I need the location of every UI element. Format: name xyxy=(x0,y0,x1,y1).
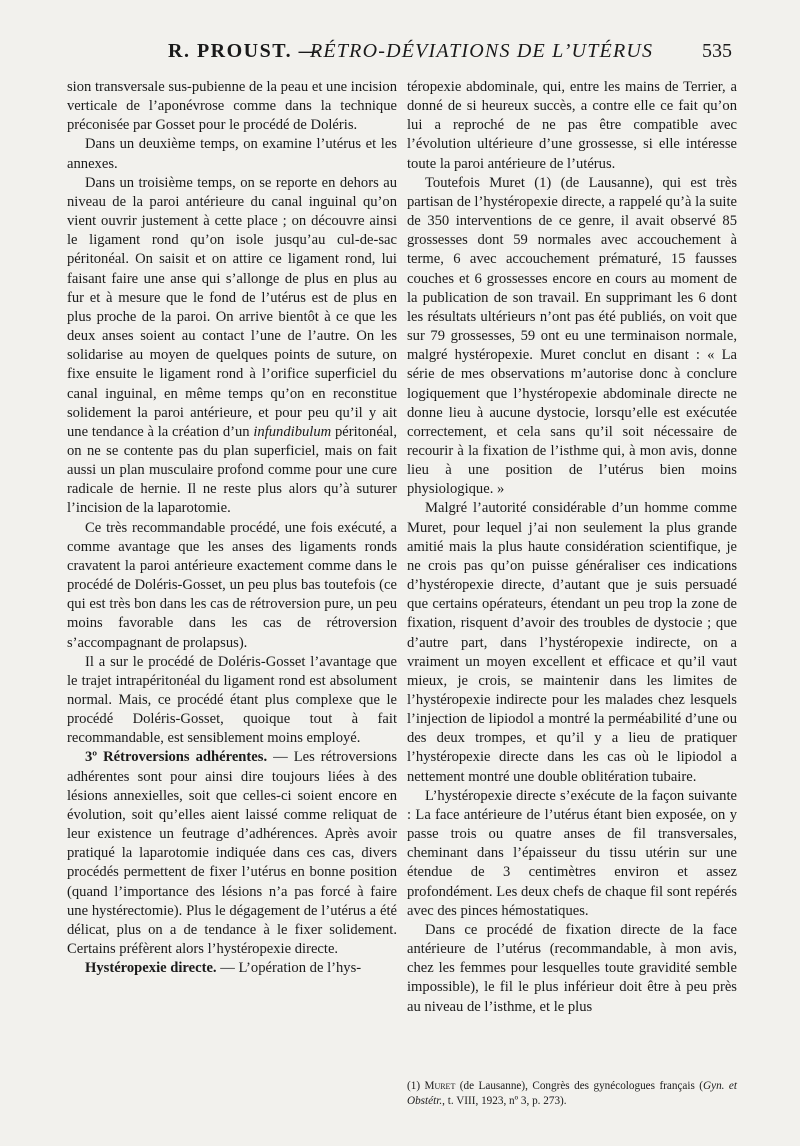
paragraph-muret: Toutefois Muret (1) (de Lausanne), qui est très partisan de l’hystéropexie directe, a rappelé qu’à la suite de 350 interventions de ce genre, il avait observé 85 grossesses dont 59 normales avec accouchement à terme, 6 avec accouchement prématuré, 15 fausses couches et 6 grossesses encore en cours au moment de la publication de son travail. En supprimant les 6 dont les résultats ultérieurs n’ont pas été publiés, on voit que sur 79 grossesses, 59 ont eu une terminaison normale, malgré hystéropexie. Muret conclut en disant : « La série de mes observations m’autorise donc à conclure logiquement que l’hystéropexie abdominale directe ne donne lieu à aucune dystocie, lorsqu’elle est exécutée correctement, et cela sans qu’il soit nécessaire de recourir à la fixation de l’isthme qui, à mon avis, donne lieu à une position de l’utérus bien moins physiologique. » xyxy=(407,174,737,498)
running-header xyxy=(0,40,800,70)
footnote-marker: (1) xyxy=(407,1080,421,1092)
footnote xyxy=(407,1079,737,1109)
header-title: RÉTRO-DÉVIATIONS DE L’UTÉRUS xyxy=(310,40,654,62)
footnote-text: (de Lausanne), Congrès des gynécologues français ( xyxy=(459,1080,704,1092)
right-column xyxy=(407,78,737,1017)
text-run: Dans un troisième temps, on se reporte en dehors au niveau de la paroi antérieure du canal inguinal qu’on vient ouvrir justement à cette place ; on découvre ainsi le ligament rond qu’on isole jusqu’au cul-de-sac péritonéal. On saisit et on attire ce ligament rond, lui faisant faire une anse qui s’allonge de plus en plus au fur et à mesure que le fond de l’utérus est de plus en plus proche de la paroi. On arrive bientôt à ce que les deux anses soient au contact l’une de l’autre. On les solidarise au moyen de quelques points de suture, on fixe ensuite le ligament rond à l’orifice superficiel du canal inguinal, en même temps qu’on en reconstitue solidement la paroi antérieure, et pour peu qu’il y ait une tendance à la création d’un xyxy=(67,174,397,440)
header-author: R. PROUST. — xyxy=(168,40,321,62)
section-heading: 3º Rétroversions adhérentes. xyxy=(85,749,268,766)
footnote-text: , t. VIII, 1923, nº 3, p. 273). xyxy=(442,1095,567,1107)
paragraph-technique: L’hystéropexie directe s’exécute de la façon suivante : La face antérieure de l’utérus étant bien exposée, on y passe trois ou quatre anses de fil transversales, cheminant dans l’épaisseur du tissu utérin sur une étendue de 3 centimètres environ et assez profondément. Les deux chefs de chaque fil sont repérés avec des pinces hémostatiques. xyxy=(407,787,737,919)
paragraph-advantages: Ce très recommandable procédé, une fois exécuté, a comme avantage que les anses des ligaments ronds cravatent la paroi antérieure exactement comme dans le procédé de Doléris-Gosset, un peu plus bas toutefois (ce qui est très bon dans les cas de rétroversion pure, un peu moins favorable dans les cas de rétroversion s’accompagnant de prolapsus). xyxy=(67,519,397,651)
text-run: — L’opération de l’hys- xyxy=(220,960,362,977)
paragraph-continuation: sion transversale sus-pubienne de la peau et une incision verticale de l’aponévrose comme dans la technique préconisée par Gosset pour le procédé de Doléris. xyxy=(67,79,397,134)
text-run: péritonéal, on ne se contente pas du plan superficiel, mais on fait aussi un plan musculaire profond comme pour une cure radicale de hernie. Il ne reste plus alors qu’à suturer l’incision de la laparotomie. xyxy=(67,423,397,517)
paragraph-fixation: Dans ce procédé de fixation directe de la face antérieure de l’utérus (recommandable, à mon avis, chez les femmes pour lesquelles toute gravidité semble impossible), le fil le plus inférieur doit être à peu près au niveau de l’isthme, et le plus xyxy=(407,921,737,1015)
paragraph-comparison: Il a sur le procédé de Doléris-Gosset l’avantage que le trajet intrapéritonéal du ligament rond est absolument normal. Mais, ce procédé étant plus complexe que le procédé Doléris-Gosset, quoique tout à fait recommandable, est sensiblement moins employé. xyxy=(67,653,397,747)
paragraph-continuation: téropexie abdominale, qui, entre les mains de Terrier, a donné de si heureux succès, a contre elle ce fait qu’on lui a reproché de ne pas être compatible avec l’évolution ultérieure d’une grossesse, si elle intéresse toute la paroi antérieure de l’utérus. xyxy=(407,79,737,172)
paragraph-direct-hysteropexy xyxy=(67,959,397,978)
section-heading: Hystéropexie directe. xyxy=(85,960,217,977)
paragraph-adherent-retroversions xyxy=(67,748,397,959)
paragraph-author-opinion: Malgré l’autorité considérable d’un homme comme Muret, pour lequel j’ai non seulement la plus grande amitié mais la plus haute considération scientifique, je ne crois pas qu’on puisse généraliser ces indications d’hystéropexie directe, d’autant que je suis persuadé que certains opérateurs, étendant un peu trop la zone de fixation, risquent d’avoir des troubles de dystocie ; que d’autre part, dans l’hystéropexie indirecte, on a vraiment un moyen excellent et efficace et qu’il vaut mieux, je crois, se maintenir dans les limites de l’hystéropexie indirecte pour les malades chez lesquels l’injection de lipiodol a montré la perméabilité d’une ou des deux trompes, et qu’il y a lieu de pratiquer l’hystéropexie directe dans les cas où le lipiodol a nettement montré une double oblitération tubaire. xyxy=(407,500,737,785)
footnote-journal: Gyn. et Obstétr. xyxy=(407,1080,737,1107)
footnote-author: Muret xyxy=(424,1080,456,1092)
italic-term: infundibulum xyxy=(253,423,332,440)
text-run: — Les rétroversions adhérentes sont pour ainsi dire toujours liées à des lésions annexielles, soit que celles-ci soient encore en évolution, soit qu’elles aient laissé comme reliquat de leur existence un feutrage d’adhérences. Après avoir pratiqué la laparotomie indiquée dans ces cas, divers procédés permettent de fixer l’utérus en bonne position (quand l’importance des lésions n’a pas forcé à faire une hystérectomie). Plus le dégagement de l’utérus a été délicat, plus on a de tendance à le fixer solidement. Certains préfèrent alors l’hystéropexie directe. xyxy=(67,749,397,958)
page-number: 535 xyxy=(702,40,732,62)
paragraph-second-step: Dans un deuxième temps, on examine l’utérus et les annexes. xyxy=(67,136,397,172)
left-column xyxy=(67,78,397,978)
paragraph-third-step xyxy=(67,174,397,519)
